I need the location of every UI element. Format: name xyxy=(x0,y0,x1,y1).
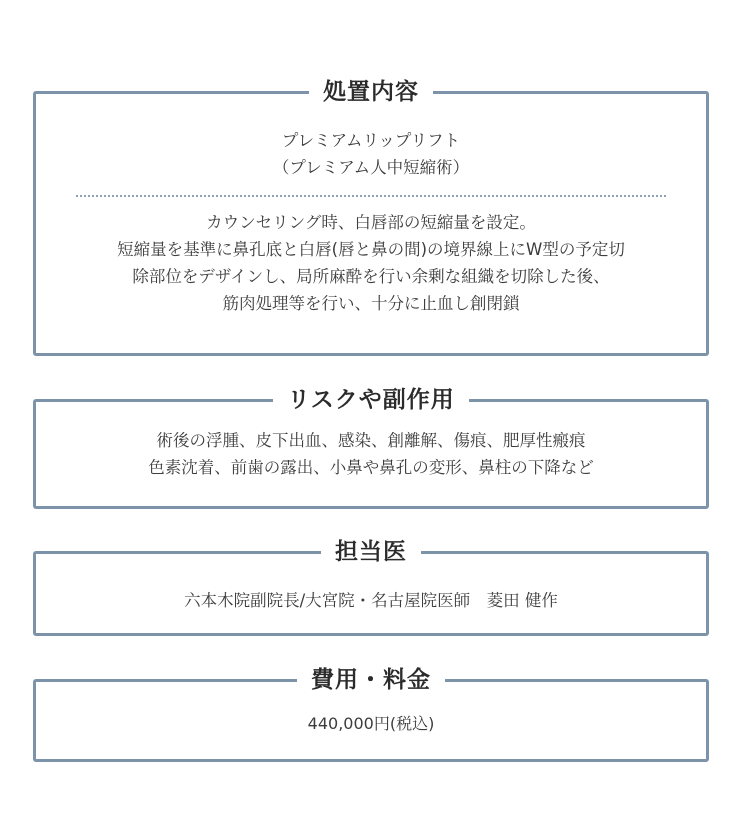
doctor-name: 六本木院副院長/大宮院・名古屋院医師 菱田 健作 xyxy=(184,591,558,610)
risks-panel xyxy=(33,387,709,509)
treatment-description-line: 筋肉処理等を行い、十分に止血し創閉鎖 xyxy=(222,294,520,313)
treatment-title: 処置内容 xyxy=(309,75,433,109)
risks-title: リスクや副作用 xyxy=(273,383,469,417)
treatment-description-line: 短縮量を基準に鼻孔底と白唇(唇と鼻の間)の境界線上にW型の予定切 xyxy=(117,240,625,259)
doctor-title: 担当医 xyxy=(321,535,421,569)
treatment-description-line: 除部位をデザインし、局所麻酔を行い余剰な組織を切除した後、 xyxy=(132,267,610,286)
doctor-panel xyxy=(33,539,709,636)
fee-panel xyxy=(33,667,709,762)
fee-title: 費用・料金 xyxy=(297,663,445,697)
risks-line: 色素沈着、前歯の露出、小鼻や鼻孔の変形、鼻柱の下降など xyxy=(148,458,594,477)
treatment-description xyxy=(36,197,706,317)
risks-line: 術後の浮腫、皮下出血、感染、創離解、傷痕、肥厚性瘢痕 xyxy=(156,431,586,450)
treatment-subtitle-line: プレミアムリップリフト xyxy=(281,131,461,150)
fee-amount: 440,000円(税込) xyxy=(307,714,435,733)
treatment-panel xyxy=(33,79,709,356)
treatment-description-line: カウンセリング時、白唇部の短縮量を設定。 xyxy=(206,213,536,232)
treatment-subtitle-line: （プレミアム人中短縮術） xyxy=(272,158,470,177)
